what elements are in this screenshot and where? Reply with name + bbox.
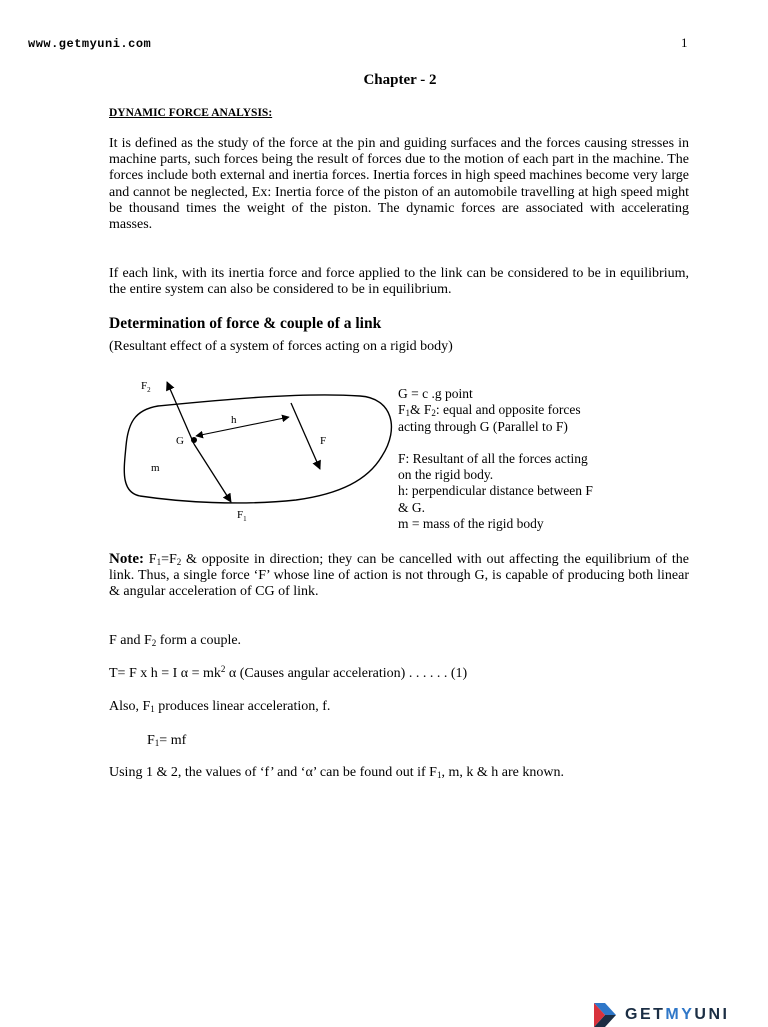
note-paragraph: Note: $F_1=F_2$ & opposite in direction; they can be cancelled with out affecting the equilibrium of the link. Thus, a single force ‘F’ whose line of action is not through G, is capable of producing both linear & angular acceleration of CG of link. — [109, 551, 689, 600]
legend-line-7: & G. — [398, 499, 425, 515]
rigid-body-outline — [124, 395, 391, 503]
legend-line-6: h: perpendicular distance between F — [398, 483, 593, 499]
also-line: Also, $F_1$ produces linear acceleration, f. — [109, 699, 331, 714]
couple-line: F and $F_2$ form a couple. — [109, 633, 242, 648]
legend-line-1: G = c .g point — [398, 386, 473, 401]
section-heading: DYNAMIC FORCE ANALYSIS: — [109, 107, 273, 119]
equilibrium-paragraph: If each link, with its inertia force and force applied to the link can be considered to be in equilibrium, the entire system can also be considered to be in equilibrium. — [109, 266, 689, 298]
force-f-line — [291, 403, 320, 469]
equation-1: T= F x h = I $\alpha = mk^2$ α (Causes angular acceleration) . . . . . . (1) — [109, 664, 468, 681]
legend-line-8: m = mass of the rigid body — [398, 516, 544, 532]
diagram-legend — [398, 386, 698, 532]
label-f2: $F_2$ — [141, 380, 151, 394]
center-of-gravity-point — [191, 437, 197, 443]
website-url[interactable]: www.getmyuni.com — [28, 37, 152, 51]
final-line: Using 1 & 2, the values of ‘f’ and ‘α’ can be found out if $F_1$, m, k & h are known. — [109, 765, 564, 780]
chapter-title: Chapter - 2 — [363, 72, 437, 88]
legend-line-3: acting through G (Parallel to F) — [398, 418, 568, 434]
force-f1-line — [194, 444, 231, 502]
legend-line-4: F: Resultant of all the forces acting — [398, 450, 588, 466]
label-m: m — [151, 462, 160, 474]
page-number: 1 — [681, 35, 688, 50]
logo-mark-icon — [594, 1003, 616, 1027]
intro-paragraph: It is defined as the study of the force at the pin and guiding surfaces and the forces causing stresses in machine parts, such forces being the result of forces due to the motion of each part in the machine. The forces include both external and inertia forces. Inertia forces in high speed machines become very large and cannot be neglected, Ex: Inertia force of the piston of an automobile travelling at high speed might be thousand times the weight of the piston. The dynamic forces are associated with accelerating masses. — [109, 136, 689, 233]
equation-2: $F_1=$ mf — [147, 733, 187, 748]
label-f1: $F_1$ — [237, 509, 247, 523]
logo-wordmark: GETMYUNI — [625, 1006, 730, 1023]
label-g: G — [176, 435, 184, 447]
distance-h-line — [196, 417, 289, 436]
subheading: Determination of force & couple of a link — [109, 315, 382, 332]
getmyuni-logo[interactable] — [594, 1003, 729, 1027]
label-h: h — [231, 414, 237, 426]
subheading-note: (Resultant effect of a system of forces acting on a rigid body) — [109, 339, 453, 354]
rigid-body-diagram — [110, 372, 400, 532]
label-f: F — [320, 435, 327, 447]
legend-line-2: $F_1\&$ $F_2$: equal and opposite forces — [398, 402, 581, 419]
legend-line-5: on the rigid body. — [398, 467, 494, 483]
